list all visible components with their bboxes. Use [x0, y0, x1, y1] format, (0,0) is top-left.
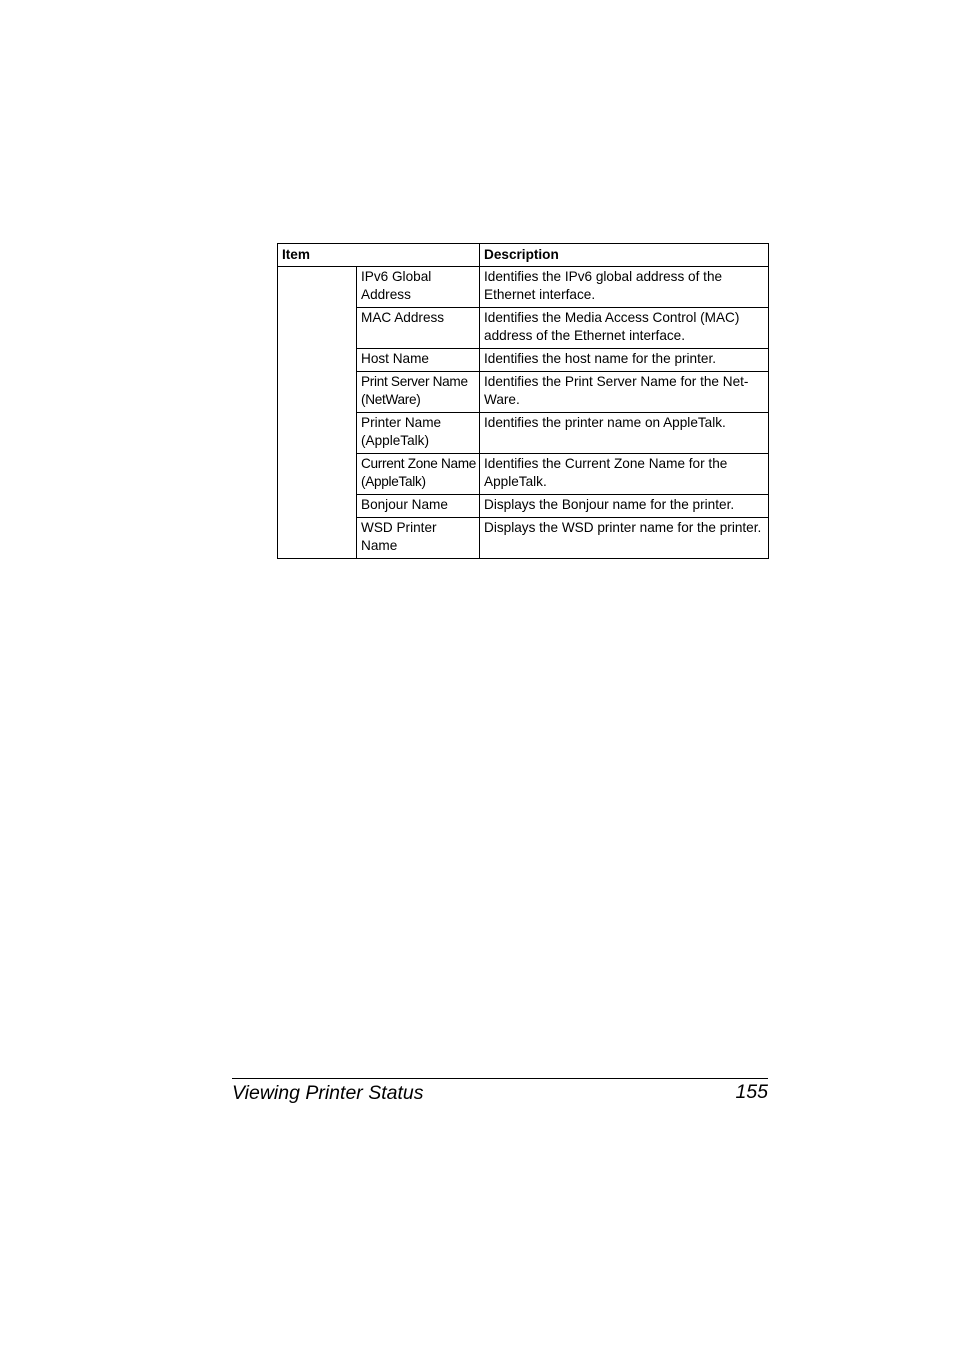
description-column-header: Description: [480, 244, 769, 267]
description-cell: Identifies the host name for the printer.: [480, 349, 769, 372]
parent-item-cell: [278, 267, 357, 559]
description-cell: Identifies the IPv6 global address of the Ethernet interface.: [480, 267, 769, 308]
description-cell: Displays the WSD printer name for the printer.: [480, 518, 769, 559]
item-cell: Host Name: [357, 349, 480, 372]
footer-divider: [232, 1078, 768, 1079]
table-header-row: [278, 244, 769, 267]
status-item-table: [277, 243, 769, 559]
description-cell: Identifies the printer name on AppleTalk.: [480, 413, 769, 454]
table-row: [278, 267, 769, 308]
item-cell: Bonjour Name: [357, 495, 480, 518]
footer-section-title: Viewing Printer Status: [232, 1082, 424, 1104]
item-cell: Current Zone Name (AppleTalk): [357, 454, 480, 495]
description-cell: Identifies the Media Access Control (MAC) address of the Ethernet interface.: [480, 308, 769, 349]
item-cell: MAC Address: [357, 308, 480, 349]
description-cell: Identifies the Print Server Name for the Net-Ware.: [480, 372, 769, 413]
item-cell: Printer Name (AppleTalk): [357, 413, 480, 454]
page-number: 155: [735, 1081, 768, 1103]
item-cell: Print Server Name (NetWare): [357, 372, 480, 413]
item-column-header: Item: [278, 244, 480, 267]
description-cell: Displays the Bonjour name for the printer.: [480, 495, 769, 518]
description-cell: Identifies the Current Zone Name for the AppleTalk.: [480, 454, 769, 495]
item-cell: WSD Printer Name: [357, 518, 480, 559]
item-cell: IPv6 Global Address: [357, 267, 480, 308]
